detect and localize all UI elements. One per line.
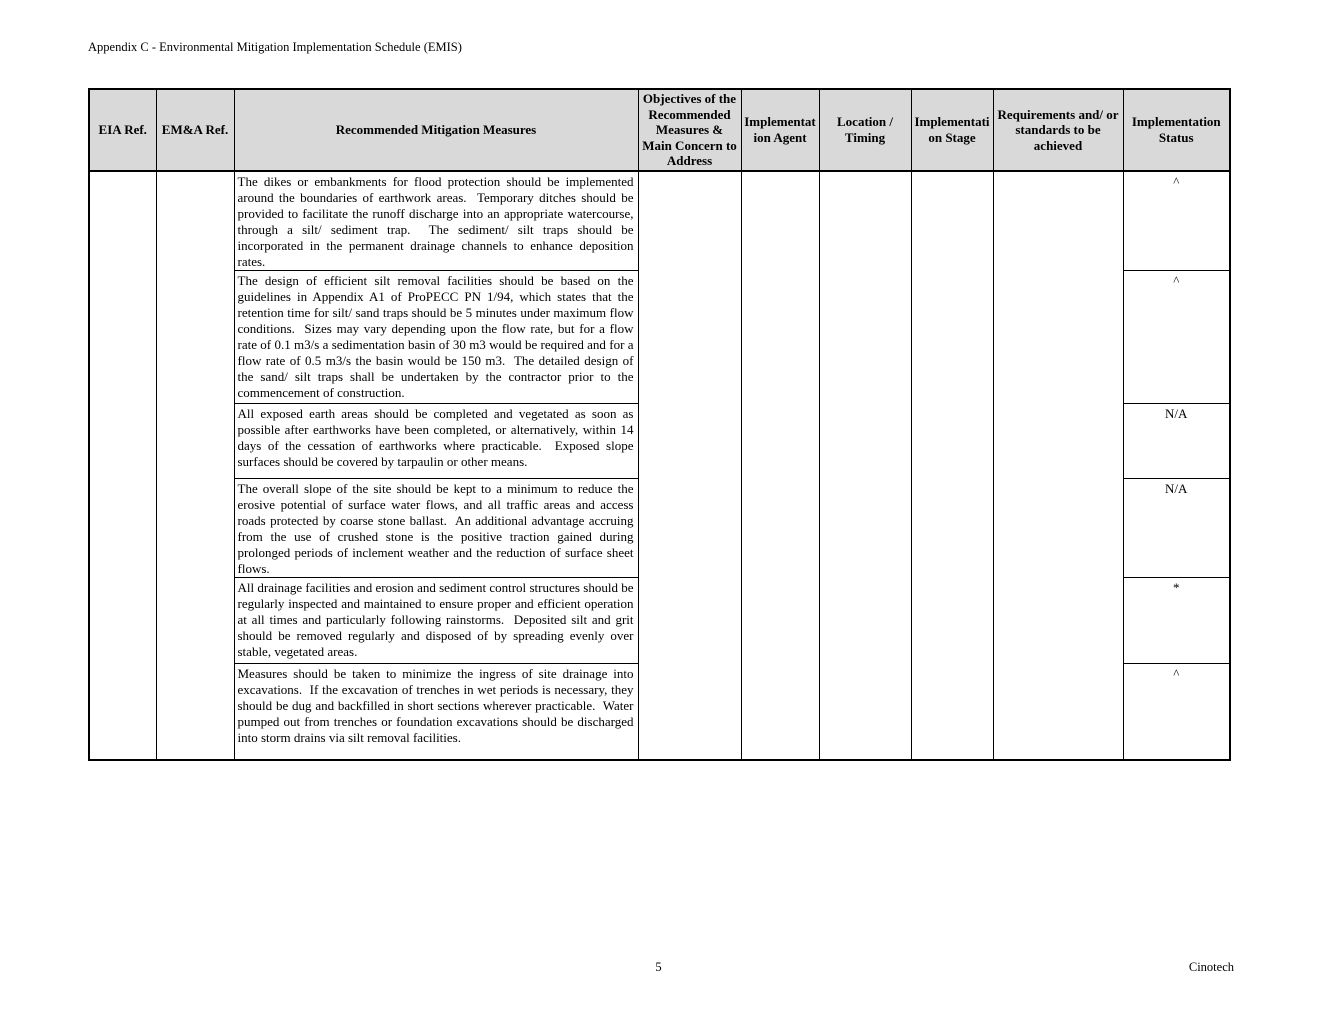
status-cell: N/A — [1123, 478, 1230, 577]
status-cell: ^ — [1123, 663, 1230, 760]
emis-table — [88, 88, 1231, 761]
ema-ref-cell-empty — [156, 171, 234, 761]
column-header-ema-ref: EM&A Ref. — [156, 89, 234, 171]
measure-cell: All drainage facilities and erosion and sediment control structures should be regularly inspected and maintained to ensure proper and efficient operation at all times and particularly following rainstorms. Deposited silt and grit should be removed regularly and disposed of by spreading evenly over stable, vegetated areas. — [234, 577, 638, 663]
requirements-cell-empty — [993, 171, 1123, 761]
column-header-implementation-status: Implementation Status — [1123, 89, 1230, 171]
implementation-stage-cell-empty — [911, 171, 993, 761]
status-cell: * — [1123, 577, 1230, 663]
status-cell: N/A — [1123, 403, 1230, 478]
column-header-implementation-agent: Implementation Agent — [741, 89, 819, 171]
table-row — [89, 171, 1230, 271]
measure-cell: The dikes or embankments for flood protection should be implemented around the boundaries of earthwork areas. Temporary ditches should be provided to facilitate the runoff discharge into an appropriate watercourse, through a silt/ sediment trap. The sediment/ silt traps should be incorporated in the permanent drainage channels to enhance deposition rates. — [234, 171, 638, 271]
footer-company: Cinotech — [1188, 960, 1234, 974]
page-title: Appendix C - Environmental Mitigation Implementation Schedule (EMIS) — [88, 40, 462, 54]
column-header-objectives: Objectives of the Recommended Measures & Main Concern to Address — [638, 89, 741, 171]
measure-cell: All exposed earth areas should be completed and vegetated as soon as possible after earthworks have been completed, or alternatively, within 14 days of the cessation of earthworks where practicable. Exposed slope surfaces should be covered by tarpaulin or other means. — [234, 403, 638, 478]
objectives-cell-empty — [638, 171, 741, 761]
measure-cell: The design of efficient silt removal facilities should be based on the guidelines in Appendix A1 of ProPECC PN 1/94, which states that the retention time for silt/ sand traps should be 5 minutes under maximum flow conditions. Sizes may vary depending upon the flow rate, but for a flow rate of 0.1 m3/s a sedimentation basin of 30 m3 would be required and for a flow rate of 0.5 m3/s the basin would be 150 m3. The detailed design of the sand/ silt traps shall be undertaken by the contractor prior to the commencement of construction. — [234, 270, 638, 403]
measure-cell: The overall slope of the site should be kept to a minimum to reduce the erosive potential of surface water flows, and all traffic areas and access roads protected by coarse stone ballast. An additional advantage accruing from the use of crushed stone is the positive traction gained during prolonged periods of inclement weather and the reduction of surface sheet flows. — [234, 478, 638, 577]
status-cell: ^ — [1123, 171, 1230, 271]
footer-page-number: 5 — [655, 960, 662, 974]
column-header-location-timing: Location / Timing — [819, 89, 911, 171]
location-timing-cell-empty — [819, 171, 911, 761]
column-header-implementation-stage: Implementation Stage — [911, 89, 993, 171]
column-header-eia-ref: EIA Ref. — [89, 89, 156, 171]
measure-cell: Measures should be taken to minimize the ingress of site drainage into excavations. If the excavation of trenches in wet periods is necessary, they should be dug and backfilled in short sections wherever practicable. Water pumped out from trenches or foundation excavations should be discharged into storm drains via silt removal facilities. — [234, 663, 638, 760]
status-cell: ^ — [1123, 270, 1230, 403]
implementation-agent-cell-empty — [741, 171, 819, 761]
column-header-mitigation-measures: Recommended Mitigation Measures — [234, 89, 638, 171]
table-header-row — [89, 89, 1230, 171]
eia-ref-cell-empty — [89, 171, 156, 761]
column-header-requirements: Requirements and/ or standards to be achieved — [993, 89, 1123, 171]
